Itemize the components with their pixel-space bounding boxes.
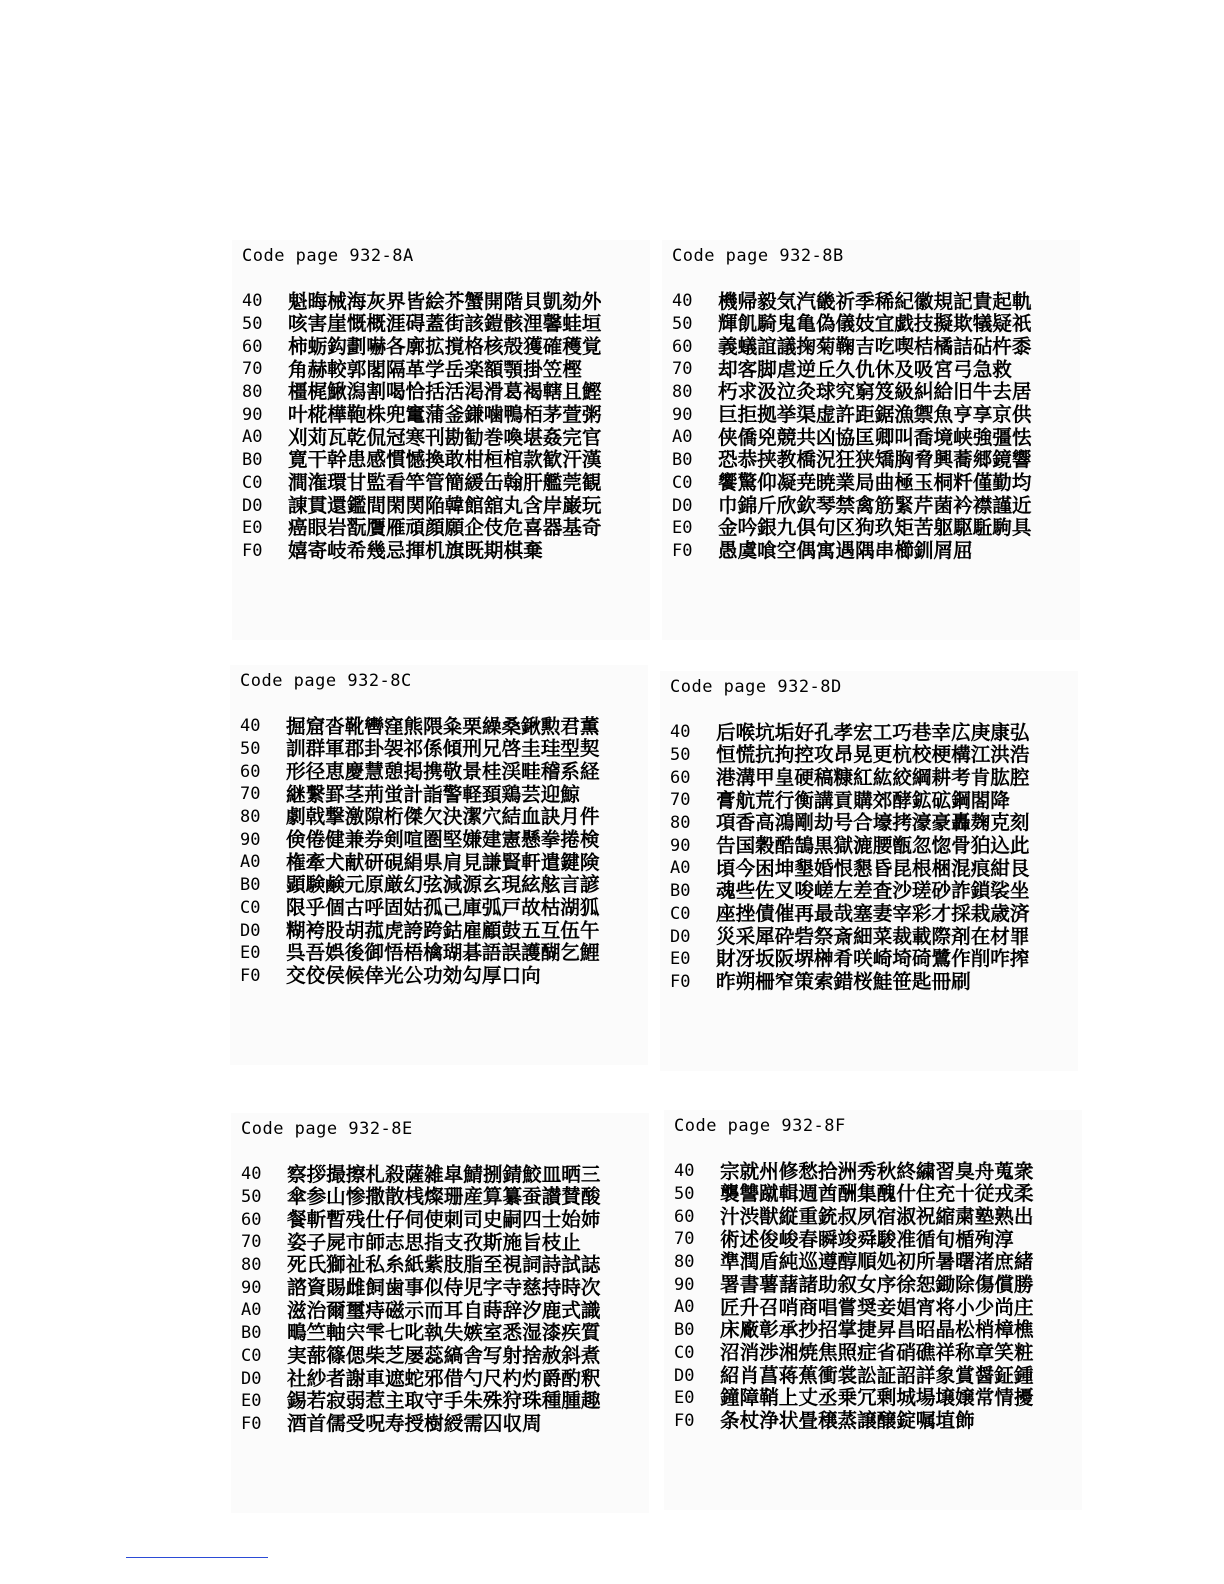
table-row xyxy=(670,903,1030,926)
panel-8d xyxy=(660,671,1078,1071)
row-chars: 機帰毅気汽畿祈季稀紀徽規記貴起軌 xyxy=(718,289,1032,313)
table-row xyxy=(672,313,1032,336)
row-chars: 姿子屍市師志思指支孜斯施旨枝止 xyxy=(287,1230,581,1254)
char-table xyxy=(670,721,1030,993)
table-row xyxy=(240,738,600,761)
table-row xyxy=(674,1342,1034,1365)
row-code: 60 xyxy=(672,336,693,357)
row-code: 80 xyxy=(674,1252,695,1273)
table-row xyxy=(241,1163,601,1186)
row-code: B0 xyxy=(672,450,693,471)
table-row xyxy=(672,472,1032,495)
row-code: E0 xyxy=(670,949,691,970)
row-code: A0 xyxy=(672,427,693,448)
table-row xyxy=(670,789,1030,812)
table-row xyxy=(240,783,600,806)
row-chars: 魁晦械海灰界皆絵芥蟹開階貝凱劾外 xyxy=(288,289,602,313)
panel-8a xyxy=(232,240,650,640)
row-chars: 刈苅瓦乾侃冠寒刊勘勧巻喚堪姦完官 xyxy=(288,425,602,449)
table-row xyxy=(240,965,600,988)
row-chars: 酒首儒受呪寿授樹綬需囚収周 xyxy=(287,1412,542,1436)
row-code: B0 xyxy=(670,881,691,902)
table-row xyxy=(672,494,1032,517)
table-row xyxy=(674,1364,1034,1387)
row-code: 80 xyxy=(672,382,693,403)
row-chars: 朽求汲泣灸球究窮笈級糾給旧牛去居 xyxy=(718,380,1032,404)
table-row xyxy=(241,1208,601,1231)
row-code: D0 xyxy=(674,1365,695,1386)
table-row xyxy=(242,472,602,495)
row-code: F0 xyxy=(674,1410,695,1431)
row-code: 80 xyxy=(670,813,691,834)
row-code: E0 xyxy=(242,518,263,539)
table-row xyxy=(670,948,1030,971)
row-chars: 鐘障鞘上丈丞乗冗剰城場壌嬢常情擾 xyxy=(720,1386,1034,1410)
table-row xyxy=(672,517,1032,540)
row-code: E0 xyxy=(674,1388,695,1409)
table-row xyxy=(241,1276,601,1299)
row-chars: 滋治爾璽痔磁示而耳自蒔辞汐鹿式識 xyxy=(287,1298,601,1322)
row-chars: 宗就州修愁拾洲秀秋終繍習臭舟蒐衆 xyxy=(720,1159,1034,1183)
table-row xyxy=(241,1413,601,1436)
row-code: 50 xyxy=(242,314,263,335)
row-code: 60 xyxy=(240,761,261,782)
row-code: 40 xyxy=(670,722,691,743)
table-row xyxy=(240,942,600,965)
char-table xyxy=(672,290,1032,562)
row-code: A0 xyxy=(674,1297,695,1318)
table-row xyxy=(242,335,602,358)
row-chars: 鴫竺軸宍雫七叱執失嫉室悉湿漆疾質 xyxy=(287,1321,601,1345)
row-code: 80 xyxy=(242,382,263,403)
row-chars: 義蟻誼議掬菊鞠吉吃喫桔橘詰砧杵黍 xyxy=(718,334,1032,358)
row-chars: 紹肖菖蒋蕉衝裳訟証詔詳象賞醤鉦鍾 xyxy=(720,1363,1034,1387)
table-row xyxy=(674,1228,1034,1251)
row-chars: 術述俊峻春瞬竣舜駿准循旬楯殉淳 xyxy=(720,1227,1014,1251)
row-chars: 却客脚虐逆丘久仇休及吸宮弓急救 xyxy=(718,357,1012,381)
table-row xyxy=(242,358,602,381)
table-row xyxy=(240,874,600,897)
table-row xyxy=(242,426,602,449)
table-row xyxy=(674,1410,1034,1433)
row-chars: 癌眼岩翫贋雁頑顔願企伎危喜器基奇 xyxy=(288,516,602,540)
table-row xyxy=(241,1299,601,1322)
row-code: 50 xyxy=(674,1184,695,1205)
row-code: 50 xyxy=(240,739,261,760)
row-code: C0 xyxy=(670,903,691,924)
table-row xyxy=(241,1322,601,1345)
row-chars: 財冴坂阪堺榊肴咲崎埼碕鷺作削咋搾 xyxy=(716,947,1030,971)
row-code: C0 xyxy=(672,472,693,493)
table-row xyxy=(674,1387,1034,1410)
row-code: 40 xyxy=(672,291,693,312)
table-row xyxy=(670,880,1030,903)
panel-8f xyxy=(664,1110,1082,1510)
row-chars: 署書薯藷諸助叙女序徐恕鋤除傷償勝 xyxy=(720,1272,1034,1296)
row-chars: 準潤盾純巡遵醇順処初所暑曙渚庶緒 xyxy=(720,1250,1034,1274)
row-chars: 継繋罫茎荊蛍計詣警軽頚鶏芸迎鯨 xyxy=(286,782,580,806)
row-chars: 限乎個古呼固姑孤己庫弧戸故枯湖狐 xyxy=(286,896,600,920)
table-row xyxy=(242,403,602,426)
row-chars: 傘参山惨撒散桟燦珊産算纂蚕讃賛酸 xyxy=(287,1185,601,1209)
row-chars: 襲讐蹴輯週酋酬集醜什住充十従戎柔 xyxy=(720,1182,1034,1206)
table-row xyxy=(241,1231,601,1254)
row-chars: 呉吾娯後御悟梧檎瑚碁語誤護醐乞鯉 xyxy=(286,941,600,965)
row-chars: 頃今困坤墾婚恨懇昏昆根梱混痕紺艮 xyxy=(716,856,1030,880)
row-chars: 倹倦健兼券剣喧圏堅嫌建憲懸拳捲検 xyxy=(286,827,600,851)
row-chars: 条杖浄状畳穣蒸譲醸錠嘱埴飾 xyxy=(720,1409,975,1433)
row-code: F0 xyxy=(241,1413,262,1434)
table-row xyxy=(670,721,1030,744)
row-chars: 糊袴股胡菰虎誇跨鈷雇顧鼓五互伍午 xyxy=(286,918,600,942)
table-row xyxy=(241,1254,601,1277)
table-row xyxy=(241,1390,601,1413)
table-row xyxy=(240,806,600,829)
table-row xyxy=(240,897,600,920)
row-code: 70 xyxy=(670,790,691,811)
row-code: A0 xyxy=(240,852,261,873)
row-code: D0 xyxy=(240,920,261,941)
row-code: E0 xyxy=(241,1391,262,1412)
table-row xyxy=(242,449,602,472)
table-row xyxy=(242,494,602,517)
table-row xyxy=(240,828,600,851)
row-chars: 死氏獅祉私糸紙紫肢脂至視詞詩試誌 xyxy=(287,1253,601,1277)
row-code: C0 xyxy=(242,472,263,493)
row-code: A0 xyxy=(242,427,263,448)
table-row xyxy=(241,1345,601,1368)
table-row xyxy=(242,517,602,540)
row-chars: 魂些佐叉唆嵯左差査沙瑳砂詐鎖裟坐 xyxy=(716,879,1030,903)
row-code: 70 xyxy=(241,1232,262,1253)
row-code: 70 xyxy=(240,784,261,805)
char-table xyxy=(674,1160,1034,1432)
footnote-separator xyxy=(126,1557,268,1558)
row-code: 80 xyxy=(241,1255,262,1276)
row-code: 50 xyxy=(241,1187,262,1208)
row-code: 80 xyxy=(240,807,261,828)
table-row xyxy=(674,1296,1034,1319)
row-chars: 訓群軍郡卦袈祁係傾刑兄啓圭珪型契 xyxy=(286,737,600,761)
row-code: B0 xyxy=(242,450,263,471)
row-chars: 錫若寂弱惹主取守手朱殊狩珠種腫趣 xyxy=(287,1389,601,1413)
table-row xyxy=(670,971,1030,994)
row-chars: 愚虞喰空偶寓遇隅串櫛釧屑屈 xyxy=(718,539,973,563)
row-chars: 災采犀砕砦祭斎細菜裁載際剤在材罪 xyxy=(716,924,1030,948)
panel-title: Code page 932-8A xyxy=(242,246,414,266)
table-row xyxy=(672,426,1032,449)
row-code: 90 xyxy=(240,829,261,850)
table-row xyxy=(670,925,1030,948)
row-chars: 輝飢騎鬼亀偽儀妓宜戯技擬欺犠疑祇 xyxy=(718,312,1032,336)
row-code: 40 xyxy=(674,1161,695,1182)
row-chars: 顕験鹸元原厳幻弦減源玄現絃舷言諺 xyxy=(286,873,600,897)
table-row xyxy=(670,766,1030,789)
row-code: 90 xyxy=(674,1274,695,1295)
row-code: 60 xyxy=(242,336,263,357)
panel-8b xyxy=(662,240,1080,640)
table-row xyxy=(672,381,1032,404)
table-row xyxy=(670,812,1030,835)
table-row xyxy=(242,381,602,404)
table-row xyxy=(242,540,602,563)
row-code: 40 xyxy=(242,291,263,312)
row-chars: 巾錦斤欣欽琴禁禽筋緊芹菌衿襟謹近 xyxy=(718,493,1032,517)
row-chars: 形径恵慶慧憩掲携敬景桂渓畦稽系経 xyxy=(286,759,600,783)
row-code: B0 xyxy=(674,1320,695,1341)
panel-title: Code page 932-8C xyxy=(240,671,412,691)
panel-8e xyxy=(231,1113,649,1513)
panel-title: Code page 932-8D xyxy=(670,677,842,697)
row-code: B0 xyxy=(241,1323,262,1344)
row-chars: 劇戟撃激隙桁傑欠決潔穴結血訣月件 xyxy=(286,805,600,829)
row-chars: 社紗者謝車遮蛇邪借勺尺杓灼爵酌釈 xyxy=(287,1366,601,1390)
row-code: A0 xyxy=(670,858,691,879)
row-chars: 侠僑兇競共凶協匡卿叫喬境峡強彊怯 xyxy=(718,425,1032,449)
row-code: 60 xyxy=(241,1209,262,1230)
row-chars: 項香高鴻剛劫号合壕拷濠豪轟麹克刻 xyxy=(716,811,1030,835)
table-row xyxy=(240,760,600,783)
table-row xyxy=(674,1273,1034,1296)
row-chars: 座挫債催再最哉塞妻宰彩才採栽歳済 xyxy=(716,902,1030,926)
row-code: C0 xyxy=(240,897,261,918)
row-code: 60 xyxy=(670,767,691,788)
table-row xyxy=(670,744,1030,767)
row-code: 60 xyxy=(674,1206,695,1227)
row-chars: 后喉坑垢好孔孝宏工巧巷幸広庚康弘 xyxy=(716,720,1030,744)
row-chars: 諌貫還鑑間閑関陥韓館舘丸含岸巌玩 xyxy=(288,493,602,517)
row-chars: 港溝甲皇硬稿糠紅紘絞綱耕考肯肱腔 xyxy=(716,765,1030,789)
row-chars: 叶椛樺鞄株兜竃蒲釜鎌噛鴨栢茅萱粥 xyxy=(288,402,602,426)
row-code: F0 xyxy=(672,540,693,561)
table-row xyxy=(240,919,600,942)
row-code: E0 xyxy=(240,943,261,964)
row-code: 90 xyxy=(670,835,691,856)
row-chars: 汁渋獣縦重銃叔夙宿淑祝縮粛塾熟出 xyxy=(720,1204,1034,1228)
row-code: 70 xyxy=(242,359,263,380)
table-row xyxy=(672,358,1032,381)
row-code: C0 xyxy=(241,1345,262,1366)
row-chars: 巨拒拠挙渠虚許距鋸漁禦魚亨享京供 xyxy=(718,402,1032,426)
row-chars: 嬉寄岐希幾忌揮机旗既期棋棄 xyxy=(288,539,543,563)
table-row xyxy=(242,290,602,313)
row-code: E0 xyxy=(672,518,693,539)
row-chars: 匠升召哨商唱嘗奨妾娼宵将小少尚庄 xyxy=(720,1295,1034,1319)
table-row xyxy=(672,540,1032,563)
row-chars: 察拶撮擦札殺薩雑皐鯖捌錆鮫皿晒三 xyxy=(287,1162,601,1186)
row-code: 50 xyxy=(670,745,691,766)
char-table xyxy=(242,290,602,562)
char-table xyxy=(241,1163,601,1435)
row-chars: 金吟銀九倶句区狗玖矩苦躯駆駈駒具 xyxy=(718,516,1032,540)
row-chars: 角赫較郭閣隔革学岳楽額顎掛笠樫 xyxy=(288,357,582,381)
row-code: F0 xyxy=(670,971,691,992)
panel-title: Code page 932-8E xyxy=(241,1119,413,1139)
row-chars: 餐斬暫残仕仔伺使刺司史嗣四士始姉 xyxy=(287,1207,601,1231)
table-row xyxy=(240,715,600,738)
table-row xyxy=(674,1319,1034,1342)
panel-8c xyxy=(230,665,648,1065)
table-row xyxy=(670,857,1030,880)
table-row xyxy=(672,335,1032,358)
row-code: B0 xyxy=(240,875,261,896)
row-chars: 橿梶鰍潟割喝恰括活渇滑葛褐轄且鰹 xyxy=(288,380,602,404)
row-chars: 掘窟沓靴轡窪熊隈粂栗繰桑鍬勲君薫 xyxy=(286,714,600,738)
table-row xyxy=(672,403,1032,426)
row-code: 90 xyxy=(672,404,693,425)
table-row xyxy=(242,313,602,336)
row-code: 90 xyxy=(241,1277,262,1298)
row-code: 40 xyxy=(241,1164,262,1185)
row-chars: 恐恭挟教橋況狂狭矯胸脅興蕎郷鏡響 xyxy=(718,448,1032,472)
row-code: D0 xyxy=(241,1368,262,1389)
row-code: D0 xyxy=(670,926,691,947)
row-chars: 澗潅環甘監看竿管簡緩缶翰肝艦莞観 xyxy=(288,471,602,495)
row-code: C0 xyxy=(674,1342,695,1363)
table-row xyxy=(240,851,600,874)
row-code: 70 xyxy=(674,1229,695,1250)
row-chars: 恒慌抗拘控攻昂晃更杭校梗構江洪浩 xyxy=(716,743,1030,767)
row-code: D0 xyxy=(672,495,693,516)
row-code: F0 xyxy=(242,540,263,561)
table-row xyxy=(674,1205,1034,1228)
row-chars: 寛干幹患感慣憾換敢柑桓棺款歓汗漢 xyxy=(288,448,602,472)
panel-title: Code page 932-8F xyxy=(674,1116,846,1136)
row-chars: 実蔀篠偲柴芝屡蕊縞舎写射捨赦斜煮 xyxy=(287,1344,601,1368)
row-chars: 沼消渉湘焼焦照症省硝礁祥称章笑粧 xyxy=(720,1341,1034,1365)
row-chars: 咳害崖慨概涯碍蓋街該鎧骸浬馨蛙垣 xyxy=(288,312,602,336)
row-chars: 諮資賜雌飼歯事似侍児字寺慈持時次 xyxy=(287,1275,601,1299)
table-row xyxy=(241,1186,601,1209)
row-chars: 権牽犬献研硯絹県肩見謙賢軒遣鍵険 xyxy=(286,850,600,874)
row-code: 70 xyxy=(672,359,693,380)
table-row xyxy=(672,290,1032,313)
row-chars: 膏航荒行衡講貢購郊酵鉱砿鋼閤降 xyxy=(716,788,1010,812)
table-row xyxy=(674,1251,1034,1274)
row-chars: 柿蛎鈎劃嚇各廓拡撹格核殻獲確穫覚 xyxy=(288,334,602,358)
row-chars: 告国穀酷鵠黒獄漉腰甑忽惚骨狛込此 xyxy=(716,833,1030,857)
row-chars: 饗驚仰凝尭暁業局曲極玉桐粁僅勤均 xyxy=(718,471,1032,495)
char-table xyxy=(240,715,600,987)
table-row xyxy=(674,1183,1034,1206)
panel-title: Code page 932-8B xyxy=(672,246,844,266)
row-code: 50 xyxy=(672,314,693,335)
row-code: 40 xyxy=(240,716,261,737)
row-code: F0 xyxy=(240,965,261,986)
row-code: 90 xyxy=(242,404,263,425)
table-row xyxy=(241,1367,601,1390)
table-row xyxy=(672,449,1032,472)
row-chars: 昨朔柵窄策索錯桜鮭笹匙冊刷 xyxy=(716,970,971,994)
row-chars: 交佼侯候倖光公功効勾厚口向 xyxy=(286,964,541,988)
row-code: D0 xyxy=(242,495,263,516)
row-code: A0 xyxy=(241,1300,262,1321)
row-chars: 床廠彰承抄招掌捷昇昌昭晶松梢樟樵 xyxy=(720,1318,1034,1342)
table-row xyxy=(670,834,1030,857)
table-row xyxy=(674,1160,1034,1183)
